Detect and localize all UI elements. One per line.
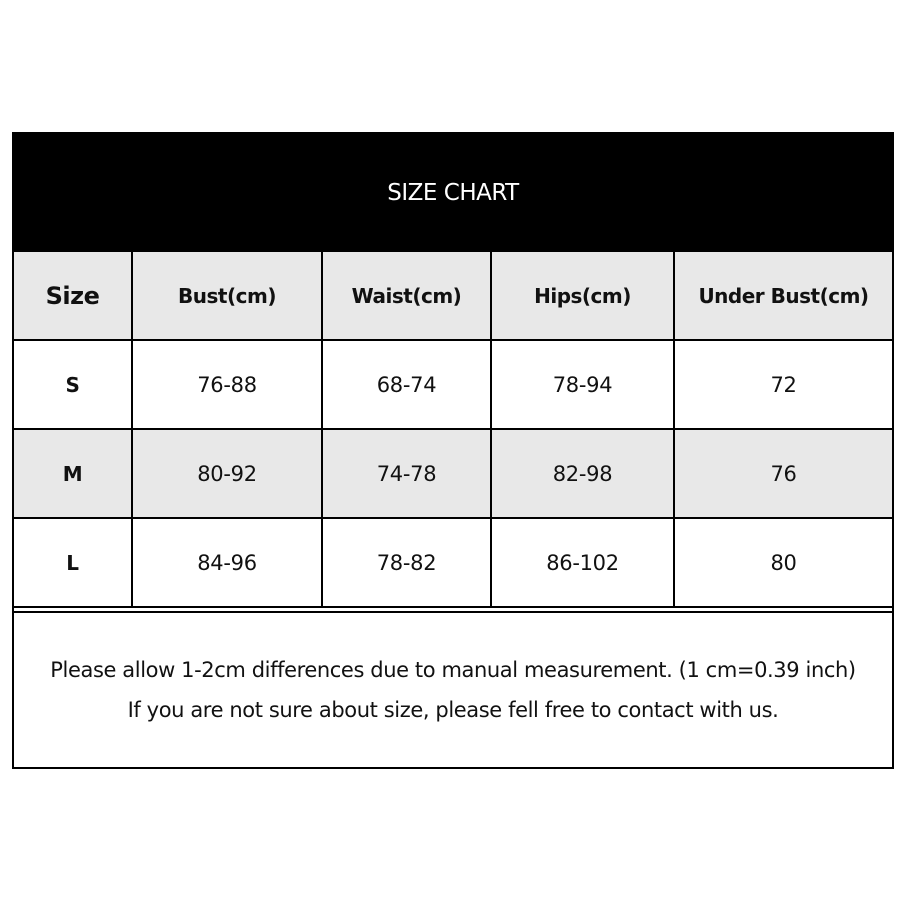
under-bust-cell: 80 — [674, 518, 892, 607]
note-line-measurement: Please allow 1-2cm differences due to manual measurement. (1 cm=0.39 inch) — [50, 658, 856, 682]
under-bust-cell: 76 — [674, 429, 892, 518]
header-hips: Hips(cm) — [491, 252, 674, 340]
waist-cell: 74-78 — [322, 429, 491, 518]
size-cell: M — [14, 429, 132, 518]
bust-cell: 76-88 — [132, 340, 322, 429]
bust-cell: 84-96 — [132, 518, 322, 607]
size-cell: L — [14, 518, 132, 607]
size-chart — [12, 132, 894, 769]
measurement-note — [14, 611, 892, 767]
table-row — [14, 429, 892, 518]
size-cell: S — [14, 340, 132, 429]
header-bust: Bust(cm) — [132, 252, 322, 340]
header-under-bust: Under Bust(cm) — [674, 252, 892, 340]
hips-cell: 82-98 — [491, 429, 674, 518]
hips-cell: 86-102 — [491, 518, 674, 607]
header-size: Size — [14, 252, 132, 340]
table-row — [14, 518, 892, 607]
bust-cell: 80-92 — [132, 429, 322, 518]
waist-cell: 68-74 — [322, 340, 491, 429]
waist-cell: 78-82 — [322, 518, 491, 607]
table-row — [14, 340, 892, 429]
chart-title: SIZE CHART — [14, 134, 892, 252]
hips-cell: 78-94 — [491, 340, 674, 429]
header-waist: Waist(cm) — [322, 252, 491, 340]
note-line-contact: If you are not sure about size, please fell free to contact with us. — [127, 698, 779, 722]
size-table — [14, 252, 892, 608]
table-header-row — [14, 252, 892, 340]
under-bust-cell: 72 — [674, 340, 892, 429]
